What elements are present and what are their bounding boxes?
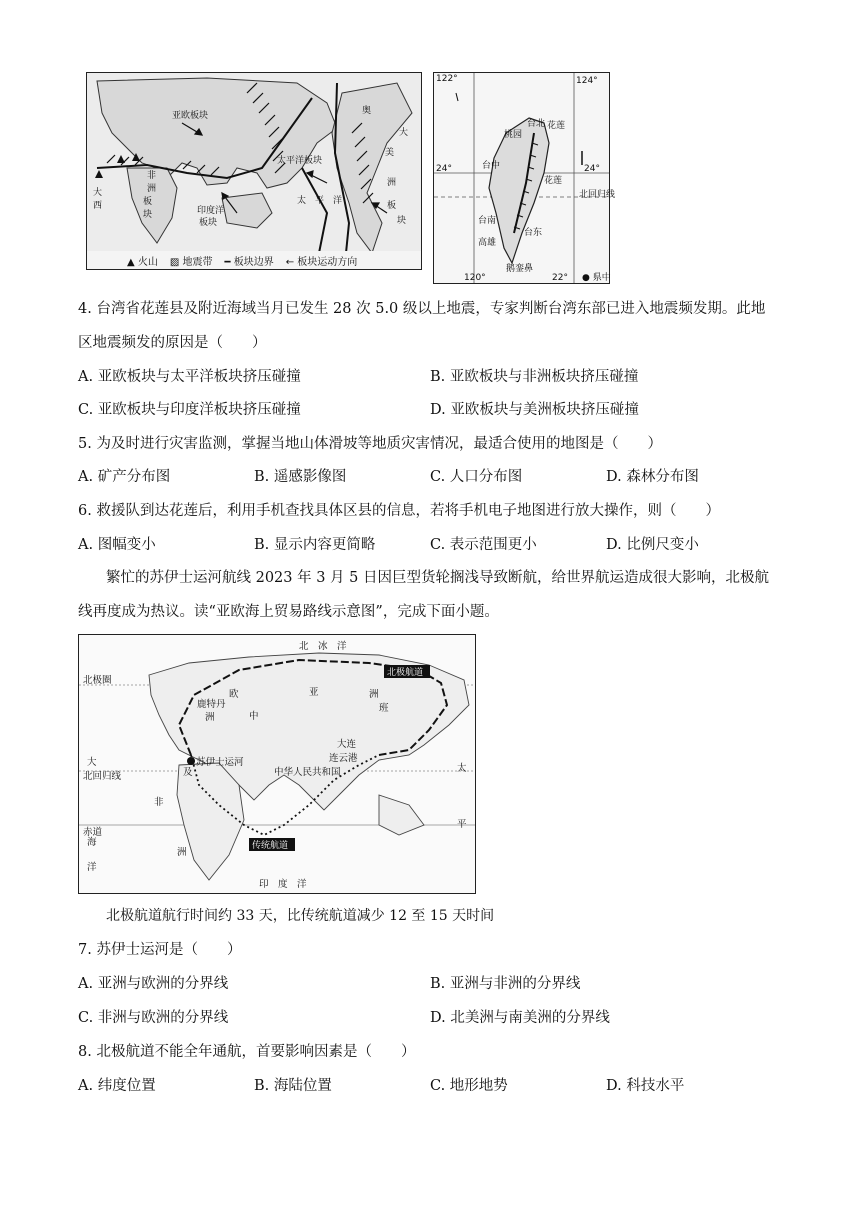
dalian-label: 大连 xyxy=(337,739,357,750)
pacific-label: 太 xyxy=(457,763,467,774)
svg-text:美: 美 xyxy=(385,148,395,158)
trade-route-map-svg xyxy=(79,635,475,893)
volcano-legend-item: ▲ 火山 xyxy=(127,256,158,268)
europe-label-2: 洲 xyxy=(205,712,215,723)
svg-text:122°: 122° xyxy=(436,74,458,84)
q7-option-b[interactable]: B. 亚洲与非洲的分界线 xyxy=(430,976,581,992)
plate-motion-legend-item: ← 板块运动方向 xyxy=(285,256,358,268)
q4-stem-line1: 4. 台湾省花莲县及附近海域当月已发生 28 次 5.0 级以上地震，专家判断台湾东部已进入地震频发期。此地 xyxy=(78,301,766,317)
q4-option-a[interactable]: A. 亚欧板块与太平洋板块挤压碰撞 xyxy=(78,369,301,385)
trade-route-map-figure xyxy=(78,634,476,894)
egypt-label: 及 xyxy=(183,767,193,778)
svg-text:大: 大 xyxy=(93,188,103,198)
q7-option-c[interactable]: C. 非洲与欧洲的分界线 xyxy=(78,1010,229,1026)
q6-option-d[interactable]: D. 比例尺变小 xyxy=(606,537,699,553)
taiwan-map-svg xyxy=(434,73,616,283)
q5-option-b[interactable]: B. 遥感影像图 xyxy=(254,469,347,485)
q4-option-c[interactable]: C. 亚欧板块与印度洋板块挤压碰撞 xyxy=(78,402,301,418)
svg-text:台中: 台中 xyxy=(482,161,501,171)
china-label: 中华人民共和国 xyxy=(274,767,341,778)
svg-text:奥: 奥 xyxy=(362,106,372,116)
plate-map-legend xyxy=(87,251,421,269)
earthquake-belt-legend-item: ▨ 地震带 xyxy=(169,256,213,268)
svg-text:● 県中: ● 県中 xyxy=(582,273,611,283)
svg-text:22°: 22° xyxy=(552,273,568,283)
svg-text:太平洋板块: 太平洋板块 xyxy=(277,156,323,166)
q7-option-a[interactable]: A. 亚洲与欧洲的分界线 xyxy=(78,976,229,992)
q6-option-a[interactable]: A. 图幅变小 xyxy=(78,537,156,553)
peninsula-label: 班 xyxy=(379,703,389,714)
asia-label-2: 洲 xyxy=(369,689,379,700)
svg-text:124°: 124° xyxy=(576,76,598,86)
q5-stem: 5. 为及时进行灾害监测，掌握当地山体滑坡等地质灾害情况，最适合使用的地图是（ ） xyxy=(78,436,662,452)
q8-option-c[interactable]: C. 地形地势 xyxy=(430,1078,508,1094)
svg-text:板: 板 xyxy=(143,197,153,207)
arctic-ocean-label: 北 冰 洋 xyxy=(299,641,347,652)
plate-map-figure xyxy=(86,72,422,270)
arctic-circle-label: 北极圈 xyxy=(83,675,112,686)
svg-text:太 平 洋: 太 平 洋 xyxy=(297,196,343,206)
rotterdam-label: 鹿特丹 xyxy=(197,699,226,710)
suez-canal-label: 苏伊士运河 xyxy=(196,757,244,768)
africa-label: 非 xyxy=(154,797,164,808)
tropic-of-cancer-label: 北回归线 xyxy=(83,771,122,782)
q4-stem-line2: 区地震频发的原因是（ ） xyxy=(78,335,267,351)
q6-option-b[interactable]: B. 显示内容更简略 xyxy=(254,537,376,553)
central-label: 中 xyxy=(249,711,259,722)
passage-line1: 繁忙的苏伊士运河航线 2023 年 3 月 5 日因巨型货轮搁浅导致断航，给世界航运造成很大影响，北极航 xyxy=(106,570,770,586)
q7-stem: 7. 苏伊士运河是（ ） xyxy=(78,942,242,958)
indian-ocean-label: 印 度 洋 xyxy=(259,879,307,890)
svg-text:北回归线: 北回归线 xyxy=(579,190,616,200)
plate-map-svg xyxy=(87,73,421,269)
passage-line2: 线再度成为热议。读“亚欧海上贸易路线示意图”，完成下面小题。 xyxy=(78,604,499,620)
svg-text:24°: 24° xyxy=(584,164,600,174)
sea-label: 海 xyxy=(87,837,97,848)
q8-option-d[interactable]: D. 科技水平 xyxy=(606,1078,685,1094)
atlantic-label-3: 洋 xyxy=(87,862,97,873)
svg-text:板块: 板块 xyxy=(199,218,218,228)
svg-text:西: 西 xyxy=(93,201,103,211)
svg-text:花莲: 花莲 xyxy=(547,121,566,131)
svg-text:120°: 120° xyxy=(464,273,486,283)
svg-text:印度洋: 印度洋 xyxy=(197,206,225,216)
q7-option-d[interactable]: D. 北美洲与南美洲的分界线 xyxy=(430,1010,610,1026)
svg-text:非: 非 xyxy=(147,171,157,181)
svg-text:洲: 洲 xyxy=(387,178,397,188)
svg-text:板: 板 xyxy=(387,201,397,211)
plate-boundary-legend-item: ━ 板块边界 xyxy=(224,256,274,268)
africa-label-2: 洲 xyxy=(177,847,187,858)
svg-text:台东: 台东 xyxy=(524,228,543,238)
q8-stem: 8. 北极航道不能全年通航，首要影响因素是（ ） xyxy=(78,1044,416,1060)
svg-text:花莲: 花莲 xyxy=(544,176,563,186)
q5-option-a[interactable]: A. 矿产分布图 xyxy=(78,469,171,485)
q4-option-b[interactable]: B. 亚欧板块与非洲板块挤压碰撞 xyxy=(430,369,639,385)
pacific-label-2: 平 xyxy=(457,819,467,830)
route-caption: 北极航道航行时间约 33 天，比传统航道减少 12 至 15 天时间 xyxy=(106,908,495,924)
q8-option-b[interactable]: B. 海陆位置 xyxy=(254,1078,332,1094)
q8-option-a[interactable]: A. 纬度位置 xyxy=(78,1078,156,1094)
atlantic-label: 大 xyxy=(87,757,97,768)
svg-text:高雄: 高雄 xyxy=(478,238,497,248)
q6-option-c[interactable]: C. 表示范围更小 xyxy=(430,537,537,553)
svg-text:桃园: 桃园 xyxy=(504,130,523,140)
svg-text:24°: 24° xyxy=(436,164,452,174)
svg-text:块: 块 xyxy=(143,210,153,220)
taiwan-map-figure xyxy=(433,72,616,284)
q5-option-c[interactable]: C. 人口分布图 xyxy=(430,469,523,485)
equator-label: 赤道 xyxy=(83,827,103,838)
traditional-route-label: 传统航道 xyxy=(252,841,289,851)
svg-text:大: 大 xyxy=(399,128,409,138)
arctic-route-label: 北极航道 xyxy=(387,668,424,678)
svg-text:洲: 洲 xyxy=(147,184,157,194)
svg-text:块: 块 xyxy=(397,216,407,226)
europe-label: 欧 xyxy=(229,689,239,700)
svg-text:台北: 台北 xyxy=(527,119,546,129)
q4-option-d[interactable]: D. 亚欧板块与美洲板块挤压碰撞 xyxy=(430,402,639,418)
svg-text:台南: 台南 xyxy=(478,216,497,226)
lianyungang-label: 连云港 xyxy=(329,753,358,764)
svg-text:鹅銮鼻: 鹅銮鼻 xyxy=(506,264,534,274)
asia-label: 亚 xyxy=(309,687,319,698)
svg-text:亚欧板块: 亚欧板块 xyxy=(172,111,209,121)
q6-stem: 6. 救援队到达花莲后，利用手机查找具体区县的信息，若将手机电子地图进行放大操作，则（ ） xyxy=(78,503,720,519)
q5-option-d[interactable]: D. 森林分布图 xyxy=(606,469,699,485)
